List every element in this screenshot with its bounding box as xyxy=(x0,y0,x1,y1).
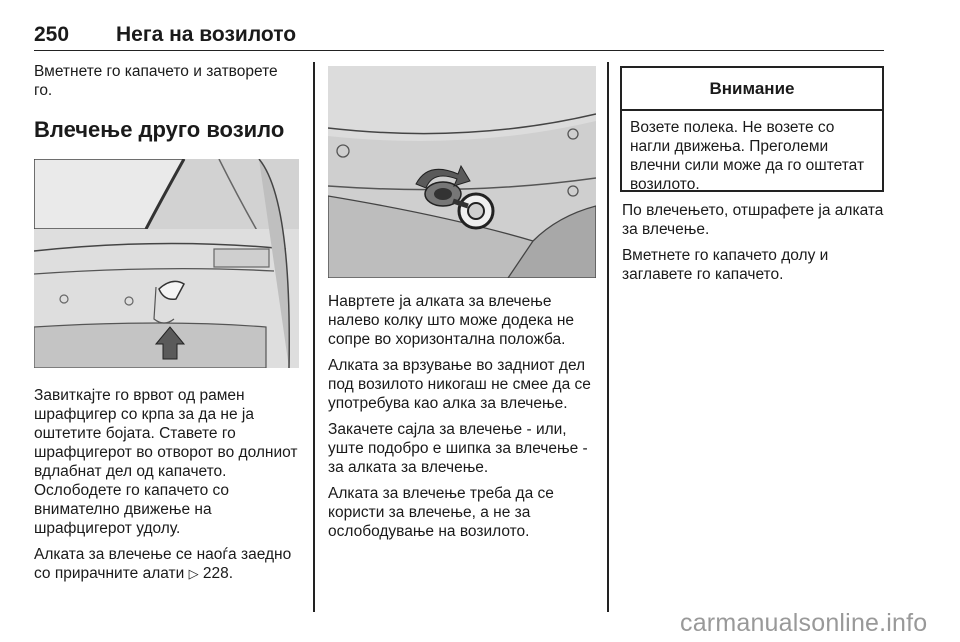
page-title: Нега на возилото xyxy=(116,23,297,46)
paragraph: Алката за влечење се наоѓа заедно со прирачните алати ▷ 228. xyxy=(34,546,292,582)
towing-eye-illustration xyxy=(328,66,596,278)
column-left xyxy=(34,62,299,143)
paragraph: Вметнете го капачето долу и заглавете го капачето. xyxy=(622,247,829,283)
warning-title: Внимание xyxy=(622,68,882,111)
column-middle xyxy=(328,292,596,548)
paragraph: Алката за влечење треба да се користи за влечење, а не за ослободување на возилото. xyxy=(328,485,554,540)
paragraph: Закачете сајла за влечење - или, уште подобро е шипка за влечење - за алката за влечење. xyxy=(328,421,588,476)
paragraph: Алката за врзување во задниот дел под возилото никогаш не смее да се употребува као алка за влечење. xyxy=(328,357,591,412)
column-left-text xyxy=(34,386,299,590)
warning-box xyxy=(620,66,884,192)
page-header xyxy=(34,18,884,51)
paragraph: Навртете ја алката за влечење налево колку што може додека не сопре во хоризонтална положба. xyxy=(328,293,575,348)
warning-body: Возете полека. Не возете со нагли движења. Преголеми влечни сили може да го оштетат возилото. xyxy=(630,119,865,193)
bumper-cover-illustration xyxy=(34,159,299,368)
page-reference[interactable]: 228. xyxy=(202,565,234,582)
paragraph: Завиткајте го врвот од рамен шрафцигер со крпа за да не ја оштетите бојата. Ставете го шрафцигерот во отворот во долниот вдлабнат дел од капачето. Ослободете го капачето со внимателно движење на шрафцигерот удолу. xyxy=(34,387,298,537)
paragraph: По влечењето, отшрафете ја алката за влечење. xyxy=(622,202,884,238)
column-right xyxy=(622,201,887,291)
section-title: Влечење друго возило xyxy=(34,117,285,142)
intro-paragraph: Вметнете го капачето и затворете го. xyxy=(34,63,278,99)
watermark: carmanualsonline.info xyxy=(680,609,928,637)
column-divider xyxy=(313,62,315,612)
page-number: 250 xyxy=(34,23,70,46)
page-reference-icon: ▷ xyxy=(188,566,199,581)
column-divider xyxy=(607,62,609,612)
